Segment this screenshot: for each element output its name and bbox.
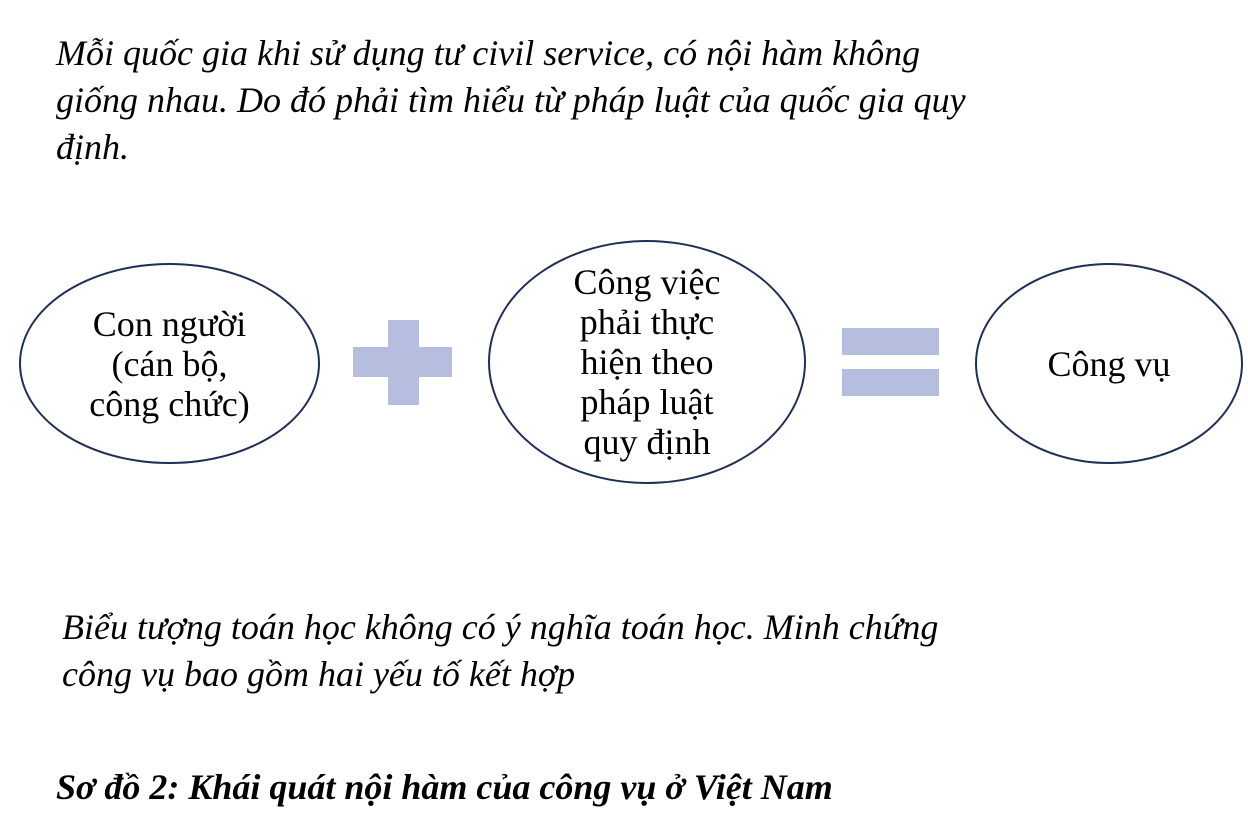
intro-line: giống nhau. Do đó phải tìm hiểu từ pháp luật của quốc gia quy (56, 80, 966, 120)
note-paragraph (62, 604, 938, 698)
note-line: công vụ bao gồm hai yếu tố kết hợp (62, 654, 576, 694)
people-ellipse (19, 263, 320, 464)
result-label-line: Công vụ (1047, 343, 1171, 384)
result-label (1047, 344, 1170, 384)
result-ellipse (975, 263, 1243, 464)
people-label-line: Con người (92, 303, 247, 344)
work-label (574, 262, 721, 462)
intro-line: Mỗi quốc gia khi sử dụng tư civil service, có nội hàm không (56, 33, 921, 73)
work-label-line: pháp luật (580, 382, 714, 422)
work-label-line: phải thực (579, 302, 715, 342)
intro-paragraph (56, 30, 966, 171)
equals-icon-top-bar (842, 328, 939, 355)
work-label-line: Công việc (573, 262, 721, 302)
figure-caption: Sơ đồ 2: Khái quát nội hàm của công vụ ở Việt Nam (56, 767, 833, 807)
intro-line: định. (56, 127, 130, 167)
people-label-line: (cán bộ, (111, 343, 228, 384)
work-label-line: hiện theo (580, 342, 714, 382)
people-label (89, 304, 249, 424)
plus-icon-horizontal-bar (353, 347, 452, 377)
work-ellipse (488, 240, 806, 484)
people-label-line: công chức) (89, 383, 250, 424)
equals-icon-bottom-bar (842, 369, 939, 396)
work-label-line: quy định (583, 422, 711, 462)
note-line: Biểu tượng toán học không có ý nghĩa toán học. Minh chứng (62, 607, 939, 647)
